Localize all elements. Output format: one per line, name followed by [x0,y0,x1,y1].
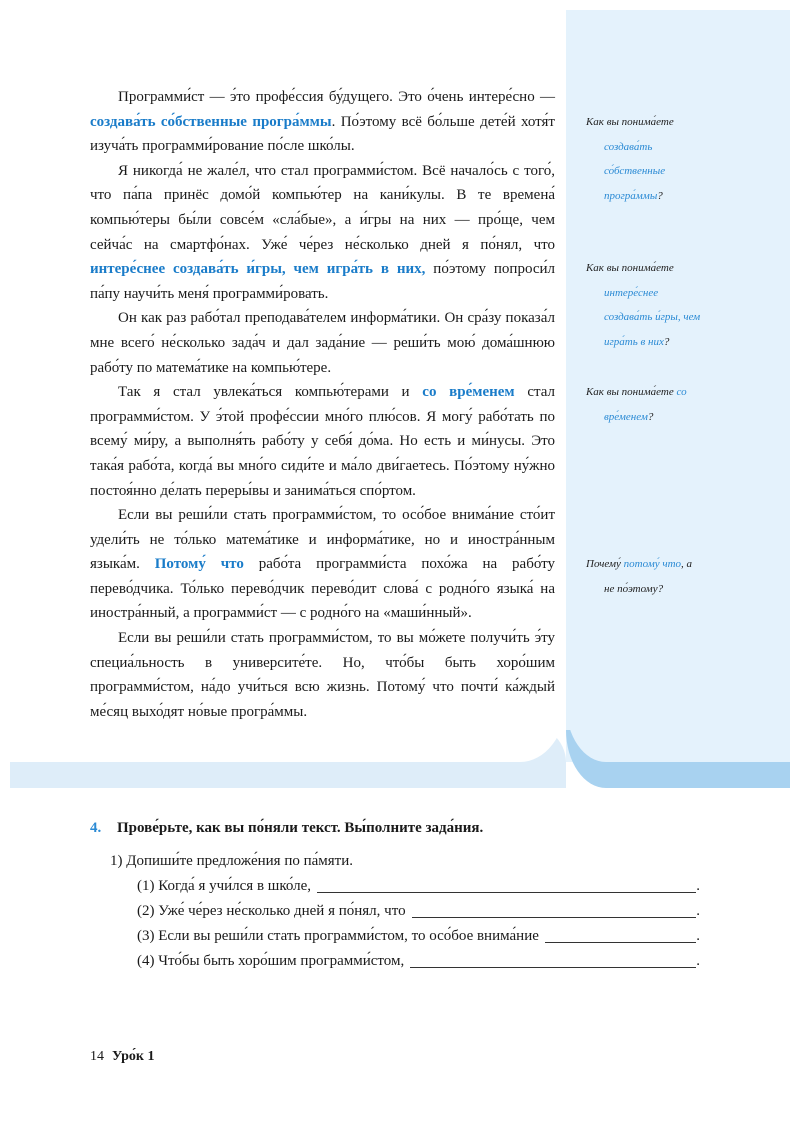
decor-band [10,762,566,788]
lesson-label: Уро́к 1 [112,1049,155,1064]
item-prompt: (1) Когда́ я учи́лся в шко́ле, [137,878,312,894]
note-line: игра́ть в них? [604,335,670,348]
note-line: не по́этому? [604,582,664,595]
text-segment: по́этому попроси́л па́пу научи́ть меня́ программи́ровать. [90,261,555,302]
note-phrase: со [676,386,687,398]
margin-note [586,552,766,601]
note-lead: Как вы понима́ете [586,386,674,398]
period: . [696,928,700,944]
margin-note [586,380,766,429]
note-line: создава́ть [604,140,653,153]
text-segment: Если вы реши́ли стать программи́стом, то осо́бое внима́ние сто́ит удели́ть не то́лько матема́тике и информа́тике, но и иностра́нным языка́м. [90,507,555,573]
paragraph [90,380,555,503]
note-lead: Как вы понима́ете [586,116,674,128]
text-segment: стал программи́стом. У э́той профе́ссии мно́го плю́сов. Я могу́ рабо́тать по всему́ ми́ру, а выполня́ть рабо́ту у себя́ до́ма. Но есть и ми́нусы. Это така́я рабо́та, когда́ вы мно́го сиди́те и ма́ло дви́гаетесь. По́этому ну́жно постоя́нно де́лать переры́вы и занима́ться спо́ртом. [90,384,555,499]
exercise [90,820,710,837]
exercise-title: Прове́рьте, как вы по́няли текст. Вы́полните зада́ния. [117,820,484,836]
paragraph [90,503,555,626]
exercise-task: 1) Допиши́те предложе́ния по па́мяти. [110,853,354,869]
decor-band-right-cover [566,700,790,762]
answer-blank[interactable] [412,903,697,918]
note-lead: Как вы понима́ете [586,262,674,274]
note-text: , а [681,558,693,570]
highlighted-phrase: создава́ть со́бственные програ́ммы [90,113,332,130]
text-segment: Если вы реши́ли стать программи́стом, то вы мо́жете получи́ть э́ту специа́льность в университе́те. Но, что́бы быть хоро́шим программи́стом, на́до учи́ться всю жизнь. Потому́ что почти́ ка́ждый ме́сяц выхо́дят но́вые програ́ммы. [90,630,555,720]
fill-in-item [137,928,700,945]
paragraph [90,159,555,307]
reading-text [90,85,555,724]
page-footer [90,1049,154,1065]
answer-blank[interactable] [410,953,696,968]
note-line: интере́снее [604,286,659,299]
answer-blank[interactable] [317,878,696,893]
item-prompt: (3) Если вы реши́ли стать программи́стом, то осо́бое внима́ние [137,928,539,944]
note-line: создава́ть и́гры, чем [604,311,701,323]
period: . [696,878,700,894]
note-lead: Почему́ [586,558,621,570]
margin-note [586,256,766,354]
paragraph [90,85,555,159]
note-line: програ́ммы? [604,189,663,202]
answer-blank[interactable] [545,928,696,943]
fill-in-item [137,878,700,895]
exercise-number: 4. [90,820,102,836]
highlighted-phrase: интере́снее создава́ть и́гры, чем игра́ть в них, [90,261,426,278]
period: . [696,903,700,919]
note-line: со́бственные [604,165,666,177]
text-segment: . По́этому всё бо́льше дете́й хотя́т изуча́ть программи́рование по́сле шко́лы. [90,113,555,155]
text-segment: Так я стал увлека́ться компью́терами и [118,384,423,401]
highlighted-phrase: Потому́ что [154,556,244,573]
paragraph [90,306,555,380]
margin-note [586,110,766,208]
fill-in-item [137,953,700,970]
highlighted-phrase: со вре́менем [422,384,515,401]
text-segment: Он как раз рабо́тал преподава́телем информа́тики. Он сра́зу показа́л мне всего́ не́сколько зада́ч и дал зада́ние — реши́ть мою́ дома́шнюю рабо́ту по матема́тике на компью́тере. [90,310,555,376]
page-number: 14 [90,1049,104,1064]
text-segment: Я никогда́ не жале́л, что стал программи́стом. Всё начало́сь с того́, что па́па принёс домо́й компью́тер на кани́кулы. В те времена́ компью́теры бы́ли совсе́м «сла́бые», а и́гры на них — про́ще, чем сейча́с на смартфо́нах. Уже́ че́рез не́сколько дней я по́нял, что [90,162,555,253]
item-prompt: (4) Что́бы быть хоро́шим программи́стом, [137,953,405,969]
period: . [696,953,700,969]
text-segment: рабо́та программи́ста похо́жа на рабо́ту перево́дчика. То́лько перево́дчик перево́дит слова́ с родно́го языка́ на иностра́нный, а программи́ст — с родно́го на «маши́нный». [90,556,555,622]
text-segment: Программи́ст — э́то профе́ссия бу́дущего. Это о́чень интере́сно — [118,89,555,105]
item-prompt: (2) Уже́ че́рез не́сколько дней я по́нял, что [137,903,406,919]
note-phrase: потому́ что [623,558,682,570]
note-line: вре́менем? [604,410,654,423]
paragraph [90,626,555,724]
fill-in-item [137,903,700,920]
